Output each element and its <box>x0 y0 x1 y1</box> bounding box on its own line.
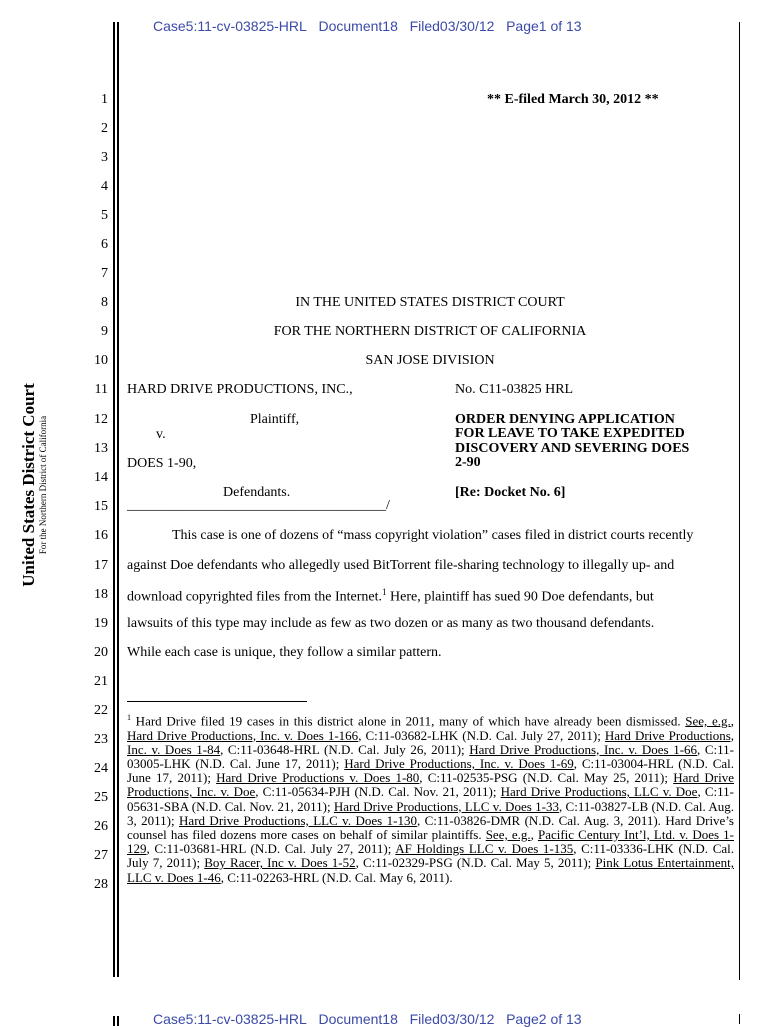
footnote-citation: See, e.g. <box>485 826 531 842</box>
plaintiff-name: HARD DRIVE PRODUCTIONS, INC., <box>127 382 353 397</box>
body-line-16: This case is one of dozens of “mass copyright violation” cases filed in district courts recently <box>172 528 694 543</box>
line-number: 21 <box>94 674 108 689</box>
order-title-line2: FOR LEAVE TO TAKE EXPEDITED <box>455 426 685 441</box>
next-header-document: Document18 <box>318 1011 398 1027</box>
footnote-citation: Pink Lotus Entertainment, LLC v. Does 1-46 <box>127 855 734 885</box>
footnote-text: , <box>530 826 538 842</box>
footnote-citation: Hard Drive Productions, LLC v. Does 1-130 <box>179 812 417 828</box>
court-heading-line3: SAN JOSE DIVISION <box>365 353 495 368</box>
body-line-19: lawsuits of this type may include as few as two dozen or as many as two thousand defendants. <box>127 616 655 631</box>
footnote-citation: Hard Drive Productions, Inc. v. Does 1-166 <box>127 727 359 743</box>
header-filed: Filed03/30/12 <box>409 18 495 34</box>
line-number: 12 <box>94 412 108 427</box>
footnote-text: , C:11-03826-DMR (N.D. Cal. Aug. 3, 2011). Hard Drive’s counsel has filed dozens more cases on behalf of similar plaintiffs. <box>127 812 734 842</box>
line-number: 24 <box>94 761 108 776</box>
line-number: 20 <box>94 645 108 660</box>
caption-rule: _____________________________________/ <box>127 498 390 513</box>
body-line-17: against Doe defendants who allegedly used BitTorrent file-sharing technology to illegally up- and <box>127 558 675 573</box>
case-number: No. C11-03825 HRL <box>455 382 574 397</box>
line-number: 11 <box>94 382 108 397</box>
footnote-text: , C:11-02263-HRL (N.D. Cal. May 6, 2011). <box>220 869 453 885</box>
footnote-citation: Pacific Century Int’l, Ltd. v. Does 1-129 <box>127 826 734 857</box>
footnote-separator <box>127 701 307 702</box>
line-number: 3 <box>101 150 108 165</box>
pacer-header <box>153 18 582 34</box>
next-page-margin-outer <box>113 1016 115 1026</box>
next-page-margin-inner <box>117 1016 119 1026</box>
footnote-ref: 1 <box>382 587 387 597</box>
line-number: 4 <box>101 179 108 194</box>
line-number: 19 <box>94 616 108 631</box>
line-number: 14 <box>94 470 108 485</box>
line-number: 27 <box>94 848 108 863</box>
line-number: 7 <box>101 266 108 281</box>
next-header-page: Page2 of 13 <box>506 1011 582 1027</box>
footnote-text: , C:11-05631-SBA (N.D. Cal. Nov. 21, 2011); <box>127 784 735 814</box>
footnote-citation: Hard Drive Productions, LLC v. Does 1-33 <box>333 798 559 814</box>
body-line-18 <box>127 587 654 606</box>
line-number: 23 <box>94 732 108 747</box>
footnote-citation: Hard Drive Productions, LLC v. Doe <box>500 784 698 800</box>
footnote-citation: Boy Racer, Inc v. Does 1-52 <box>204 855 356 871</box>
next-page-header <box>153 1011 582 1027</box>
line-number: 15 <box>94 499 108 514</box>
left-margin-line-outer <box>113 22 115 977</box>
line-number: 13 <box>94 441 108 456</box>
plaintiff-role: Plaintiff, <box>250 412 300 427</box>
court-heading-line1: IN THE UNITED STATES DISTRICT COURT <box>295 295 565 310</box>
court-sidebar-label <box>20 383 48 587</box>
line-number: 28 <box>94 877 108 892</box>
versus: v. <box>156 427 166 442</box>
footnote-1 <box>127 711 734 885</box>
line-number: 25 <box>94 790 108 805</box>
footnote-text: Hard Drive filed 19 cases in this district alone in 2011, many of which have already been dismissed. <box>131 713 686 729</box>
footnote-text: , C:11-03681-HRL (N.D. Cal. July 27, 2011); <box>146 841 396 857</box>
line-number: 22 <box>94 703 108 718</box>
footnote-citation: Hard Drive Productions, Inc. v. Does 1-69 <box>344 755 574 771</box>
body-line-20: While each case is unique, they follow a similar pattern. <box>127 645 442 660</box>
line-number: 26 <box>94 819 108 834</box>
sidebar-court: United States District Court <box>19 383 38 587</box>
line-number: 16 <box>94 528 108 543</box>
footnote-citation: Hard Drive Productions, Inc. v. Does 1-84 <box>127 727 734 757</box>
line-number: 6 <box>101 237 108 252</box>
footnote-text: , C:11-03005-LHK (N.D. Cal. June 17, 2011); <box>127 741 735 771</box>
footnote-citation: Hard Drive Productions, Inc. v. Does 1-66 <box>469 741 698 757</box>
header-page: Page1 of 13 <box>506 18 582 34</box>
body-line-18-text: download copyrighted files from the Internet. <box>127 589 383 605</box>
footnote-text: , C:11-02535-PSG (N.D. Cal. May 25, 2011); <box>419 770 674 786</box>
line-number: 9 <box>101 324 108 339</box>
line-number: 17 <box>94 558 108 573</box>
footnote-citation: AF Holdings LLC v. Does 1-135 <box>395 841 574 857</box>
sidebar-district: For the Northern District of California <box>38 415 48 555</box>
next-page-right-margin <box>739 1014 740 1024</box>
court-heading-line2: FOR THE NORTHERN DISTRICT OF CALIFORNIA <box>273 324 587 339</box>
line-number: 1 <box>101 92 108 107</box>
footnote-text: , C:11-02329-PSG (N.D. Cal. May 5, 2011); <box>355 855 596 871</box>
footnote-citation: Hard Drive Productions, Inc. v. Doe <box>127 770 734 800</box>
footnote-text: , C:11-03827-LB (N.D. Cal. Aug. 3, 2011); <box>127 798 734 828</box>
line-number: 5 <box>101 208 108 223</box>
footnote-citation: See, e.g. <box>685 713 731 729</box>
footnote-text: , C:11-05634-PJH (N.D. Cal. Nov. 21, 2011); <box>255 784 501 800</box>
footnote-text: , <box>730 713 734 729</box>
footnote-text: , C:11-03648-HRL (N.D. Cal. July 26, 2011); <box>220 741 470 757</box>
efiled-notice: ** E-filed March 30, 2012 ** <box>487 92 659 107</box>
footnote-text: , C:11-03004-HRL (N.D. Cal. June 17, 2011); <box>127 755 735 786</box>
header-document: Document18 <box>318 18 398 34</box>
order-title-line3: DISCOVERY AND SEVERING DOES <box>455 441 690 456</box>
defendant-role: Defendants. <box>223 485 291 500</box>
footnote-citation: Hard Drive Productions v. Does 1-80 <box>216 770 420 786</box>
footnote-text: , C:11-03336-LHK (N.D. Cal. July 7, 2011); <box>127 841 734 871</box>
next-header-filed: Filed03/30/12 <box>409 1011 495 1027</box>
docket-reference: [Re: Docket No. 6] <box>455 485 566 500</box>
order-title-line4: 2-90 <box>455 455 481 470</box>
defendant-name: DOES 1-90, <box>127 456 197 471</box>
right-margin-line <box>739 22 740 980</box>
body-line-18-rest: Here, plaintiff has sued 90 Doe defendants, but <box>386 589 654 605</box>
header-case-number: Case5:11-cv-03825-HRL <box>153 18 307 34</box>
next-header-case-number: Case5:11-cv-03825-HRL <box>153 1011 307 1027</box>
footnote-text: , C:11-03682-LHK (N.D. Cal. July 27, 2011); <box>358 727 605 743</box>
line-number: 2 <box>101 121 108 136</box>
line-number: 10 <box>94 353 108 368</box>
footnote-mark: 1 <box>127 713 131 722</box>
line-number: 8 <box>101 295 108 310</box>
left-margin-line-inner <box>117 22 119 977</box>
line-number: 18 <box>94 587 108 602</box>
order-title-line1: ORDER DENYING APPLICATION <box>455 412 675 427</box>
